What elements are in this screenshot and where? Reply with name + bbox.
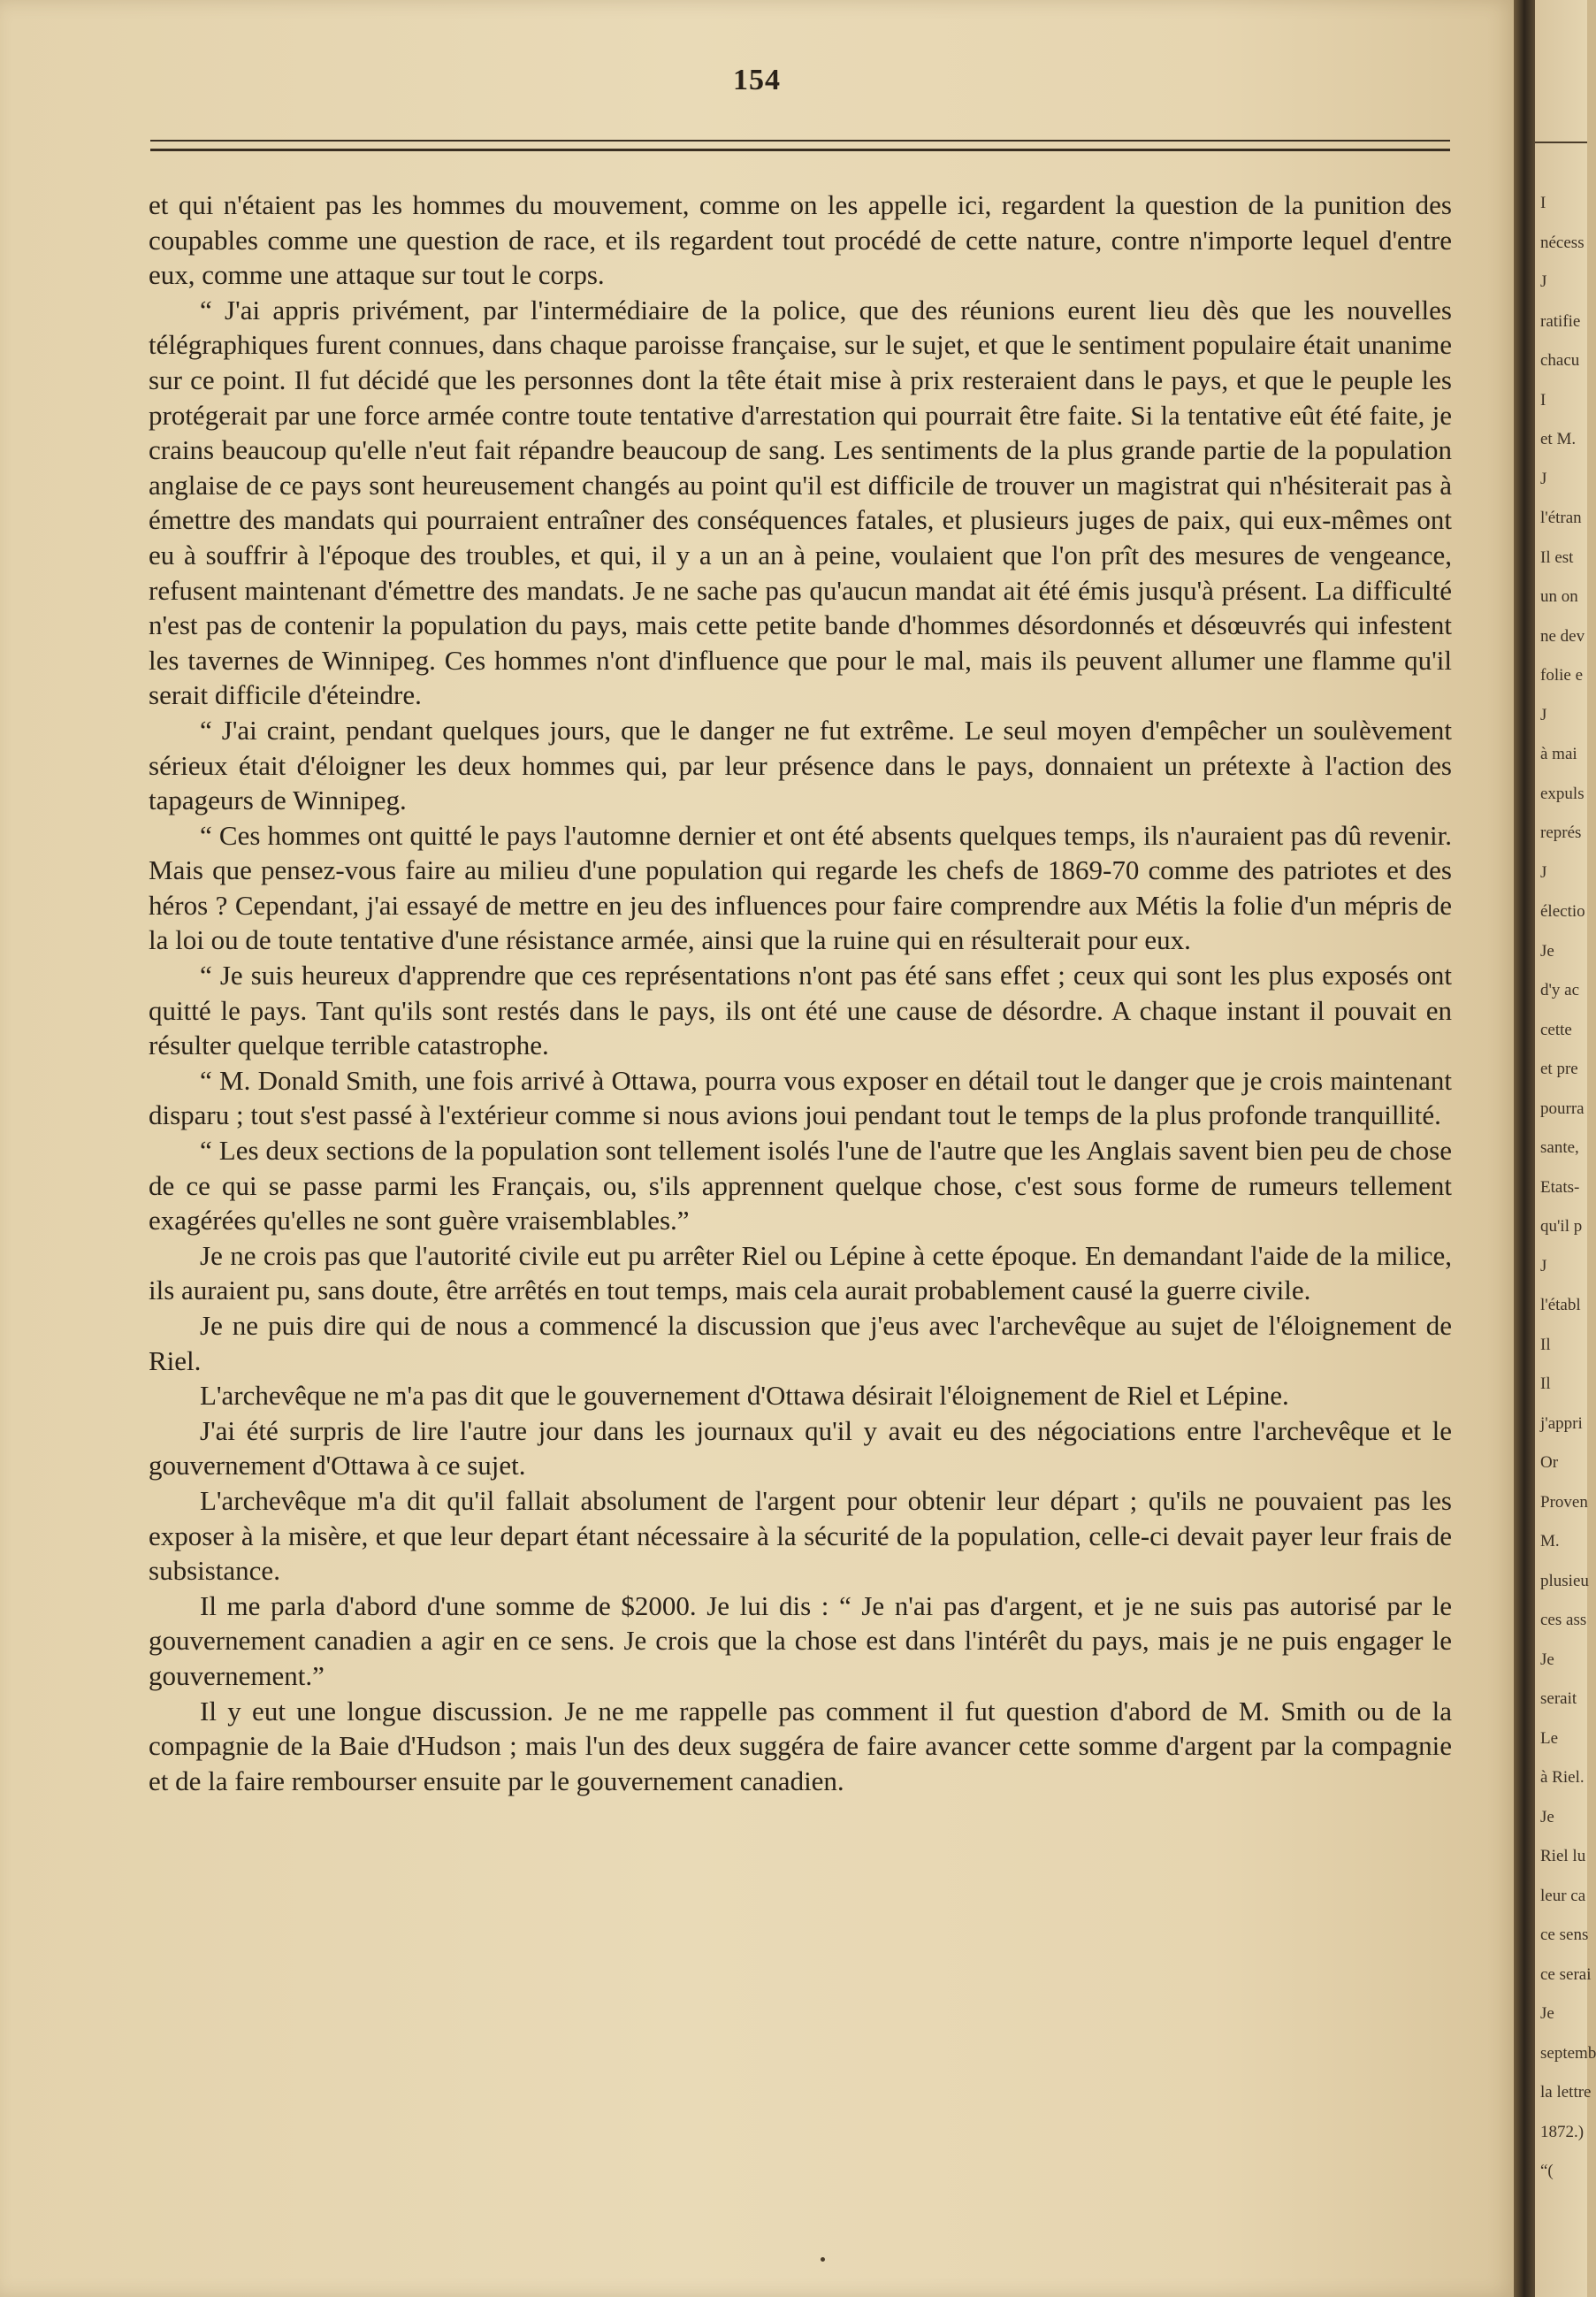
adjacent-page-fragment: qu'il p	[1540, 1217, 1583, 1236]
adjacent-page-fragment: et pre	[1540, 1060, 1578, 1078]
adjacent-page-fragment: leur ca	[1540, 1886, 1586, 1905]
adjacent-page-fragment: I	[1540, 194, 1546, 212]
adjacent-page-fragment: l'étran	[1540, 509, 1582, 527]
adjacent-page-fragment: Or	[1540, 1453, 1559, 1472]
adjacent-page-fragment: ratifie	[1540, 311, 1581, 331]
paragraph: Il y eut une longue discussion. Je ne me rappelle pas comment il fut question d'abord de M. Smith ou de la compagnie de la Baie d'Hudson ; mais l'un des deux suggéra de faire avancer cette somme d'argent par la compagnie et de la faire rembourser ensuite par le gouvernement canadien.	[149, 1695, 1452, 1796]
adjacent-page-fragment: à mai	[1540, 745, 1577, 763]
adjacent-page-fragment: représ	[1540, 823, 1582, 842]
adjacent-page-fragment: Il	[1540, 1374, 1551, 1393]
adjacent-page-fragment: ces ass	[1540, 1611, 1587, 1629]
adjacent-page-fragment: ne dev	[1540, 626, 1585, 646]
adjacent-page-fragment: plusieu	[1540, 1571, 1589, 1590]
adjacent-page-fragment: chacu	[1540, 351, 1580, 370]
paragraph: J'ai été surpris de lire l'autre jour dans les journaux qu'il y avait eu des négociations entre l'archevêque et le gouvernement d'Ottawa à ce sujet.	[149, 1414, 1452, 1482]
adjacent-page-fragment: l'établ	[1540, 1296, 1581, 1314]
adjacent-page-fragment: Il est	[1540, 547, 1574, 567]
adjacent-page-fragment: Je	[1540, 941, 1554, 961]
adjacent-page-fragment: I	[1540, 390, 1546, 410]
adjacent-page-fragment: J	[1540, 469, 1547, 488]
body-text	[149, 188, 1452, 1798]
adjacent-page-fragment: un on	[1540, 587, 1578, 606]
paragraph: Il me parla d'abord d'une somme de $2000. Je lui dis : “ Je n'ai pas d'argent, et je ne suis pas autorisé par le gouvernement canadien a agir en ce sens. Je crois que la chose est dans l'intérêt du pays, mais je ne puis engager le gouvernement.”	[149, 1589, 1452, 1691]
adjacent-page-fragment: “(	[1540, 2162, 1554, 2180]
adjacent-page-fragment: J	[1540, 272, 1547, 291]
paragraph: “ J'ai appris privément, par l'intermédiaire de la police, que des réunions eurent lieu dès que les nouvelles télégraphiques furent connues, dans chaque paroisse française, sur le sujet, et que le sentiment populaire était unanime sur ce point. Il fut décidé que les personnes dont la tête était mise à prix resteraient dans le pays, et que le peuple les protégerait par une force armée contre toute tentative d'arrestation qui pourrait être faite. Si la tentative eût été faite, je crains beaucoup qu'elle n'eut fait répandre beaucoup de sang. Les sentiments de la plus grande partie de la population anglaise de ce pays sont heureusement changés au point qu'il est difficile de trouver un magistrat qui n'hésiterait pas à émettre des mandats qui pourraient entraîner des conséquences fatales, et plusieurs juges de paix, qui eux-mêmes ont eu à souffrir à l'époque des troubles, et qui, il y a un an à peine, voulaient que l'on prît des mesures de vengeance, refusent maintenant d'émettre des mandats. Je ne sache pas qu'aucun mandat ait été émis jusqu'à présent. La difficulté n'est pas de contenir la population du pays, mais cette petite bande d'hommes désordonnés et désœuvrés qui infestent les tavernes de Winnipeg. Ces hommes n'ont d'influence que pour le mal, mais ils peuvent allumer une flamme qu'il serait difficile d'éteindre.	[149, 294, 1452, 711]
adjacent-page-fragment: folie e	[1540, 666, 1584, 685]
paragraph: “ M. Donald Smith, une fois arrivé à Ottawa, pourra vous exposer en détail tout le danger que je crois maintenant disparu ; tout s'est passé à l'extérieur comme si nous avions joui pendant tout le temps de la plus profonde tranquillité.	[149, 1064, 1452, 1131]
paragraph: “ Les deux sections de la population sont tellement isolés l'une de l'autre que les Anglais savent bien peu de chose de ce qui se passe parmi les Français, ou, s'ils apprennent quelque chose, c'est sous forme de rumeurs tellement exagérées qu'elles ne sont guère vraisemblables.”	[149, 1135, 1452, 1237]
paragraph: Je ne puis dire qui de nous a commencé la discussion que j'eus avec l'archevêque au sujet de l'éloignement de Riel.	[149, 1310, 1452, 1376]
paragraph: “ Je suis heureux d'apprendre que ces représentations n'ont pas été sans effet ; ceux qui sont les plus exposés ont quitté le pays. Tant qu'ils sont restés dans le pays, ils ont été une cause de désordre. A chaque instant il pouvait en résulter quelque terrible catastrophe.	[149, 960, 1452, 1061]
adjacent-page-fragment: Proven	[1540, 1492, 1588, 1512]
footer-dot	[821, 2257, 825, 2262]
adjacent-page-fragment: J	[1540, 705, 1547, 724]
header-rule-thin	[150, 140, 1450, 142]
adjacent-page-fragment: nécess	[1540, 233, 1585, 252]
adjacent-page-fragment: électio	[1540, 902, 1585, 921]
adjacent-page-fragment: Je	[1540, 1807, 1554, 1826]
adjacent-page-fragment: et M.	[1540, 430, 1577, 448]
page-number: 154	[733, 64, 781, 96]
adjacent-page-fragment: ce sens	[1540, 1926, 1589, 1944]
adjacent-page-fragment: J	[1540, 1256, 1547, 1275]
adjacent-page-fragment: à Riel.	[1540, 1768, 1585, 1787]
adjacent-page-fragment: M.	[1540, 1532, 1560, 1550]
adjacent-page-fragment: Je	[1540, 2004, 1554, 2023]
paragraph: et qui n'étaient pas les hommes du mouvement, comme on les appelle ici, regardent la question de la punition des coupables comme une question de race, et ils regardent tout procédé de cette nature, contre n'importe lequel d'entre eux, comme une attaque sur tout le corps.	[149, 189, 1452, 291]
adjacent-page-fragment: J	[1540, 862, 1547, 882]
adjacent-page-fragment: 1872.)	[1540, 2122, 1585, 2141]
paragraph: “ J'ai craint, pendant quelques jours, que le danger ne fut extrême. Le seul moyen d'empêcher un soulèvement sérieux était d'éloigner les deux hommes qui, par leur présence dans le pays, donnaient un prétexte à l'action des tapageurs de Winnipeg.	[149, 714, 1452, 816]
adjacent-page-edge	[1535, 0, 1596, 2297]
book-gutter	[1514, 0, 1535, 2297]
adjacent-page-fragment: pourra	[1540, 1099, 1585, 1118]
adjacent-page-fragment: Je	[1540, 1650, 1554, 1669]
adjacent-page-fragment: la lettre	[1540, 2083, 1592, 2102]
paragraph: “ Ces hommes ont quitté le pays l'automne dernier et ont été absents quelques temps, ils n'auraient pas dû revenir. Mais que pensez-vous faire au milieu d'une population qui regarde les chefs de 1869-70 comme des patriotes et des héros ? Cependant, j'ai essayé de mettre en jeu des influences pour faire comprendre aux Métis la folie d'un mépris de la loi ou de toute tentative d'une résistance armée, ainsi que la ruine qui en résulterait pour eux.	[149, 819, 1452, 956]
adjacent-page-fragment: cette	[1540, 1020, 1572, 1039]
paragraph: L'archevêque ne m'a pas dit que le gouvernement d'Ottawa désirait l'éloignement de Riel et Lépine.	[200, 1380, 1289, 1412]
adjacent-page-fragment: d'y ac	[1540, 981, 1580, 999]
paragraph: Je ne crois pas que l'autorité civile eut pu arrêter Riel ou Lépine à cette époque. En demandant l'aide de la milice, ils auraient pu, sans doute, être arrêtés en tout temps, mais cela aurait probablement causé la guerre civile.	[149, 1239, 1452, 1306]
adjacent-page-fragment: ce serai	[1540, 1964, 1592, 1984]
adjacent-page-rule	[1535, 142, 1587, 143]
adjacent-page-fragment: Le	[1540, 1728, 1559, 1748]
adjacent-page-fragment: j'appri	[1540, 1413, 1583, 1433]
adjacent-page-fragment: serait	[1540, 1689, 1577, 1708]
adjacent-page-fragment: septemb	[1540, 2043, 1596, 2063]
adjacent-page-fragment: Riel lu	[1540, 1847, 1586, 1865]
adjacent-page-fragment: sante,	[1540, 1138, 1579, 1157]
paragraph: L'archevêque m'a dit qu'il fallait absolument de l'argent pour obtenir leur départ ; qu'ils ne pouvaient pas les exposer à la misère, et que leur depart étant nécessaire à la sécurité de la population, celle-ci devait payer leur frais de subsistance.	[149, 1484, 1452, 1587]
adjacent-page-fragment: Etats-	[1540, 1177, 1580, 1197]
header-rule-thick	[150, 149, 1450, 151]
adjacent-page-fragment: Il	[1540, 1335, 1551, 1354]
adjacent-page-fragment: expuls	[1540, 784, 1585, 803]
